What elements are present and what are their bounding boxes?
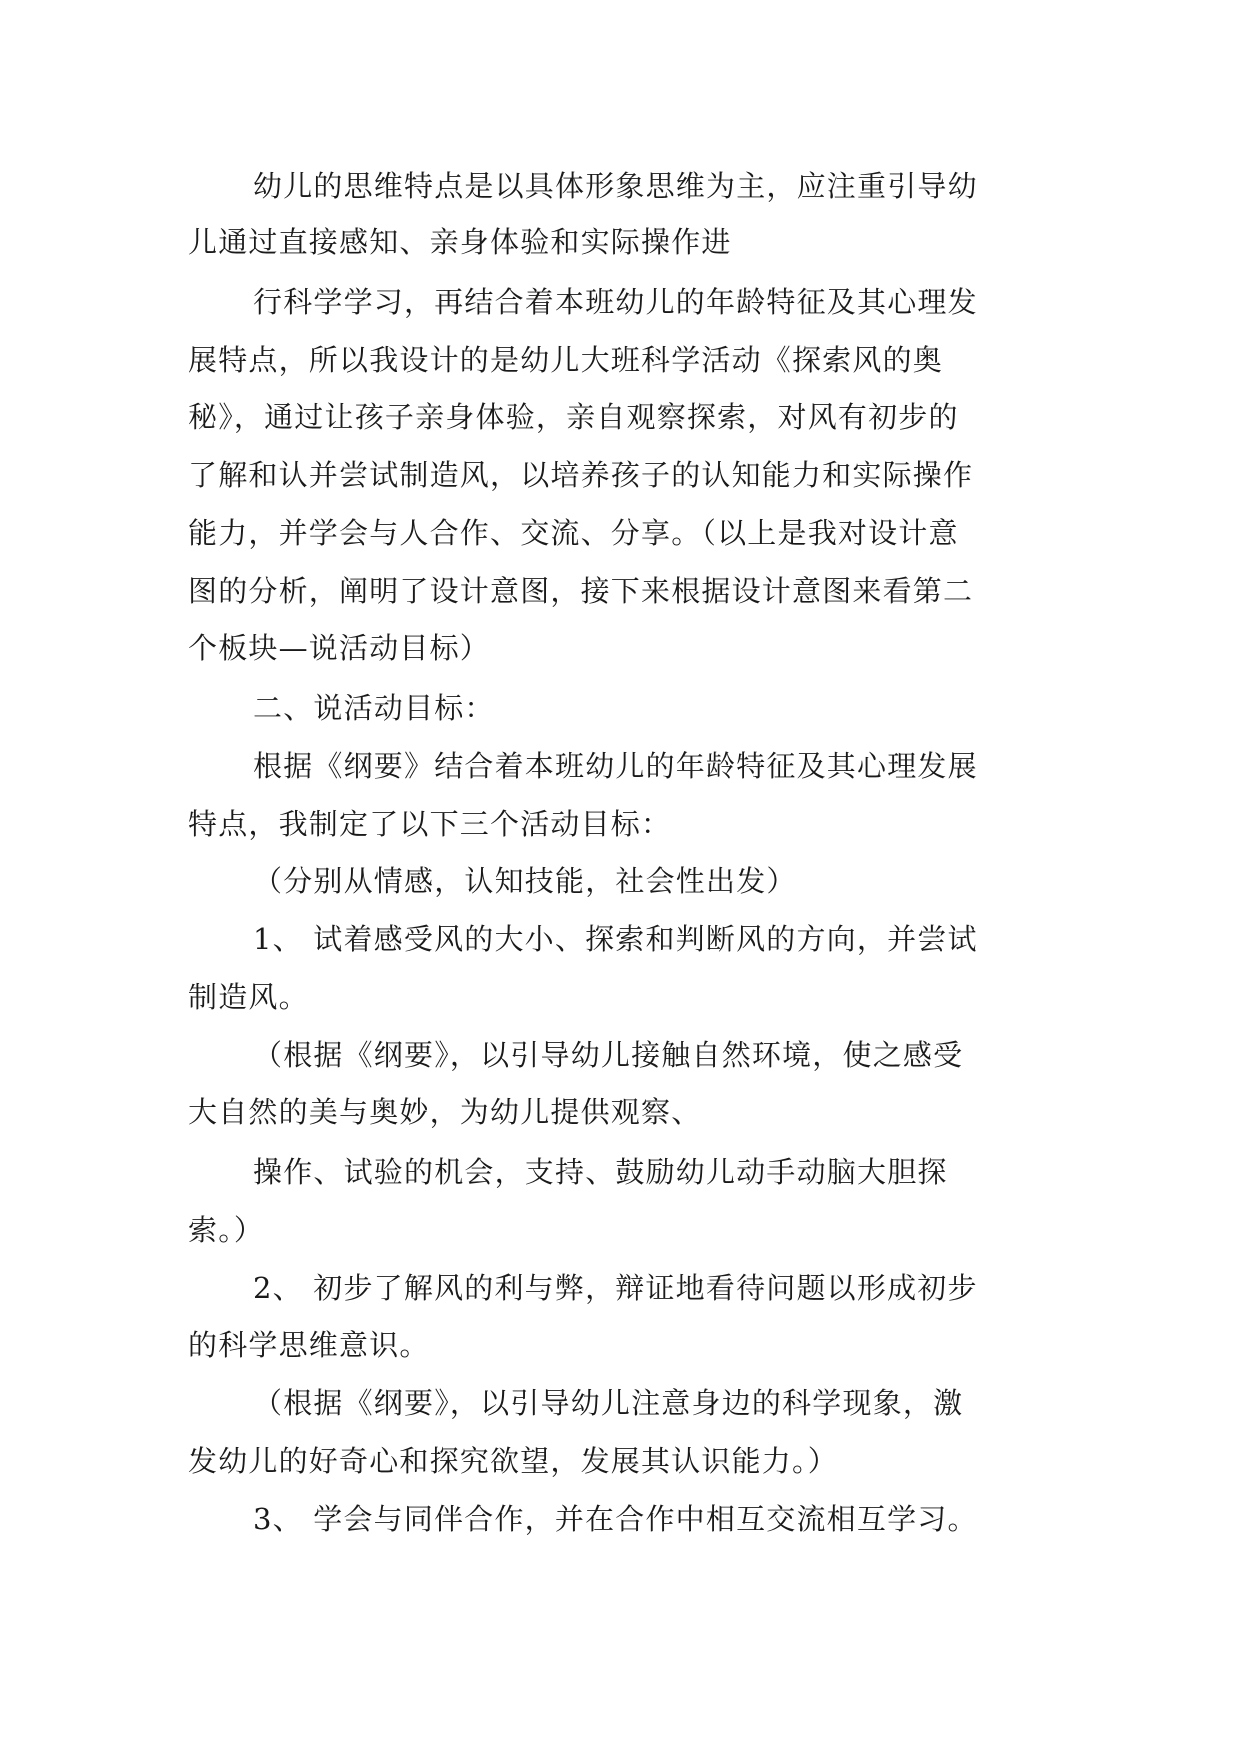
text-line: 图的分析，阐明了设计意图，接下来根据设计意图来看第二: [188, 574, 974, 608]
text-line: 展特点，所以我设计的是幼儿大班科学活动《探索风的奥: [188, 343, 944, 377]
text-line: 能力，并学会与人合作、交流、分享。（以上是我对设计意: [188, 516, 959, 550]
text-line: 操作、试验的机会，支持、鼓励幼儿动手动脑大胆探: [253, 1155, 948, 1189]
section-heading: 二、说活动目标：: [253, 691, 495, 725]
text-line: （分别从情感，认知技能，社会性出发）: [253, 864, 797, 898]
text-line: （根据《纲要》，以引导幼儿接触自然环境，使之感受: [253, 1038, 964, 1072]
text-line: 发幼儿的好奇心和探究欲望，发展其认识能力。）: [188, 1444, 838, 1478]
text-line: 根据《纲要》结合着本班幼儿的年龄特征及其心理发展: [253, 749, 978, 783]
text-line: 1、 试着感受风的大小、探索和判断风的方向，并尝试: [253, 922, 978, 956]
text-line: 2、 初步了解风的利与弊，辩证地看待问题以形成初步: [253, 1271, 978, 1305]
text-line: 了解和认并尝试制造风，以培养孩子的认知能力和实际操作: [188, 458, 974, 492]
text-line: 秘》，通过让孩子亲身体验，亲自观察探索，对风有初步的: [188, 400, 959, 434]
text-line: （根据《纲要》，以引导幼儿注意身边的科学现象，激: [253, 1386, 964, 1420]
text-line: 的科学思维意识。: [188, 1328, 430, 1362]
text-line: 3、 学会与同伴合作，并在合作中相互交流相互学习。: [253, 1502, 978, 1536]
text-line: 制造风。: [188, 980, 309, 1014]
text-line: 个板块—说活动目标）: [188, 631, 491, 665]
text-line: 索。）: [188, 1213, 265, 1247]
text-line: 幼儿的思维特点是以具体形象思维为主，应注重引导幼: [253, 169, 978, 203]
text-line: 行科学学习，再结合着本班幼儿的年龄特征及其心理发: [253, 285, 978, 319]
text-line: 特点，我制定了以下三个活动目标：: [188, 807, 672, 841]
text-line: 儿通过直接感知、亲身体验和实际操作进: [188, 225, 732, 259]
text-line: 大自然的美与奥妙，为幼儿提供观察、: [188, 1095, 702, 1129]
